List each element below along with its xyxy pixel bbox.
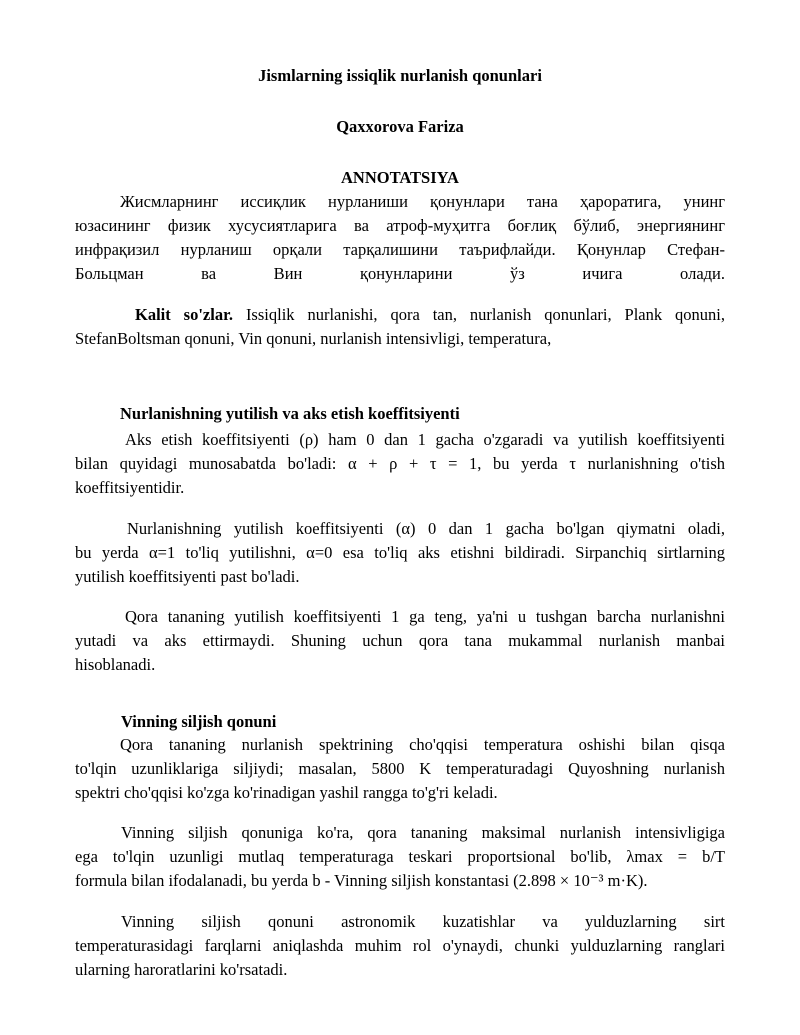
paragraph-line: formula bilan ifodalanadi, bu yerda b - Vinning siljish konstantasi (2.898 × 10⁻³ m·K).: [75, 871, 648, 890]
paragraph-line: temperaturasidagi farqlarni aniqlashda muhim rol o'ynaydi, chunki yulduzlarning ranglari: [75, 936, 725, 955]
paragraph-line: Vinning siljish qonuni astronomik kuzatishlar va yulduzlarning sirt: [121, 912, 725, 931]
annotation-line: юзасининг физик хусусиятларига ва атроф-муҳитга боғлиқ бўлиб, энергиянинг: [75, 216, 725, 235]
paragraph-line: Qora tananing yutilish koeffitsiyenti 1 ga teng, ya'ni u tushgan barcha nurlanishni: [125, 607, 725, 626]
paragraph-line: yutilish koeffitsiyenti past bo'ladi.: [75, 567, 300, 586]
paragraph-line: to'lqin uzunliklariga siljiydi; masalan, 5800 K temperaturadagi Quyoshning nurlanish: [75, 759, 725, 778]
paragraph-line: ega to'lqin uzunligi mutlaq temperaturaga teskari proportsional bo'lib, λmax = b/T: [75, 847, 725, 866]
paragraph-line: bilan quyidagi munosabatda bo'ladi: α + ρ + τ = 1, bu yerda τ nurlanishning o'tish: [75, 454, 725, 473]
annotation-line: Жисмларнинг иссиқлик нурланиши қонунлари тана ҳароратига, унинг: [120, 192, 725, 211]
section-heading: Vinning siljish qonuni: [121, 712, 277, 731]
paragraph-line: hisoblanadi.: [75, 655, 156, 674]
annotation-line: инфрақизил нурланиш орқали тарқалишини таърифлайди. Қонунлар Стефан-: [75, 240, 725, 259]
section-heading: Nurlanishning yutilish va aks etish koeffitsiyenti: [120, 404, 460, 423]
paragraph-line: koeffitsiyentidir.: [75, 478, 185, 497]
paragraph-line: spektri cho'qqisi ko'zga ko'rinadigan yashil rangga to'g'ri keladi.: [75, 783, 498, 802]
annotation-line: Больцман ва Вин қонунларини ўз ичига олади.: [75, 264, 725, 283]
paragraph-line: Aks etish koeffitsiyenti (ρ) ham 0 dan 1 gacha o'zgaradi va yutilish koeffitsiyenti: [125, 430, 725, 449]
keywords-line: [75, 305, 725, 325]
document-title: Jismlarning issiqlik nurlanish qonunlari: [258, 66, 542, 85]
paragraph-line: Qora tananing nurlanish spektrining cho'qqisi temperatura oshishi bilan qisqa: [120, 735, 725, 754]
keywords-line: StefanBoltsman qonuni, Vin qonuni, nurlanish intensivligi, temperatura,: [75, 329, 552, 348]
author-name: Qaxxorova Fariza: [336, 117, 464, 136]
paragraph-line: yutadi va aks ettirmaydi. Shuning uchun qora tana mukammal nurlanish manbai: [75, 631, 725, 650]
keywords-label: Kalit so'zlar.: [135, 305, 234, 324]
paragraph-line: Nurlanishning yutilish koeffitsiyenti (α) 0 dan 1 gacha bo'lgan qiymatni oladi,: [127, 519, 725, 538]
annotation-heading: ANNOTATSIYA: [341, 168, 459, 187]
paragraph-line: bu yerda α=1 to'liq yutilishni, α=0 esa to'liq aks etishni bildiradi. Sirpanchiq sirtlarning: [75, 543, 725, 562]
paragraph-line: ularning haroratlarini ko'rsatadi.: [75, 960, 288, 979]
keywords-text: Issiqlik nurlanishi, qora tan, nurlanish qonunlari, Plank qonuni,: [245, 305, 725, 324]
paragraph-line: Vinning siljish qonuniga ko'ra, qora tananing maksimal nurlanish intensivligiga: [121, 823, 725, 842]
